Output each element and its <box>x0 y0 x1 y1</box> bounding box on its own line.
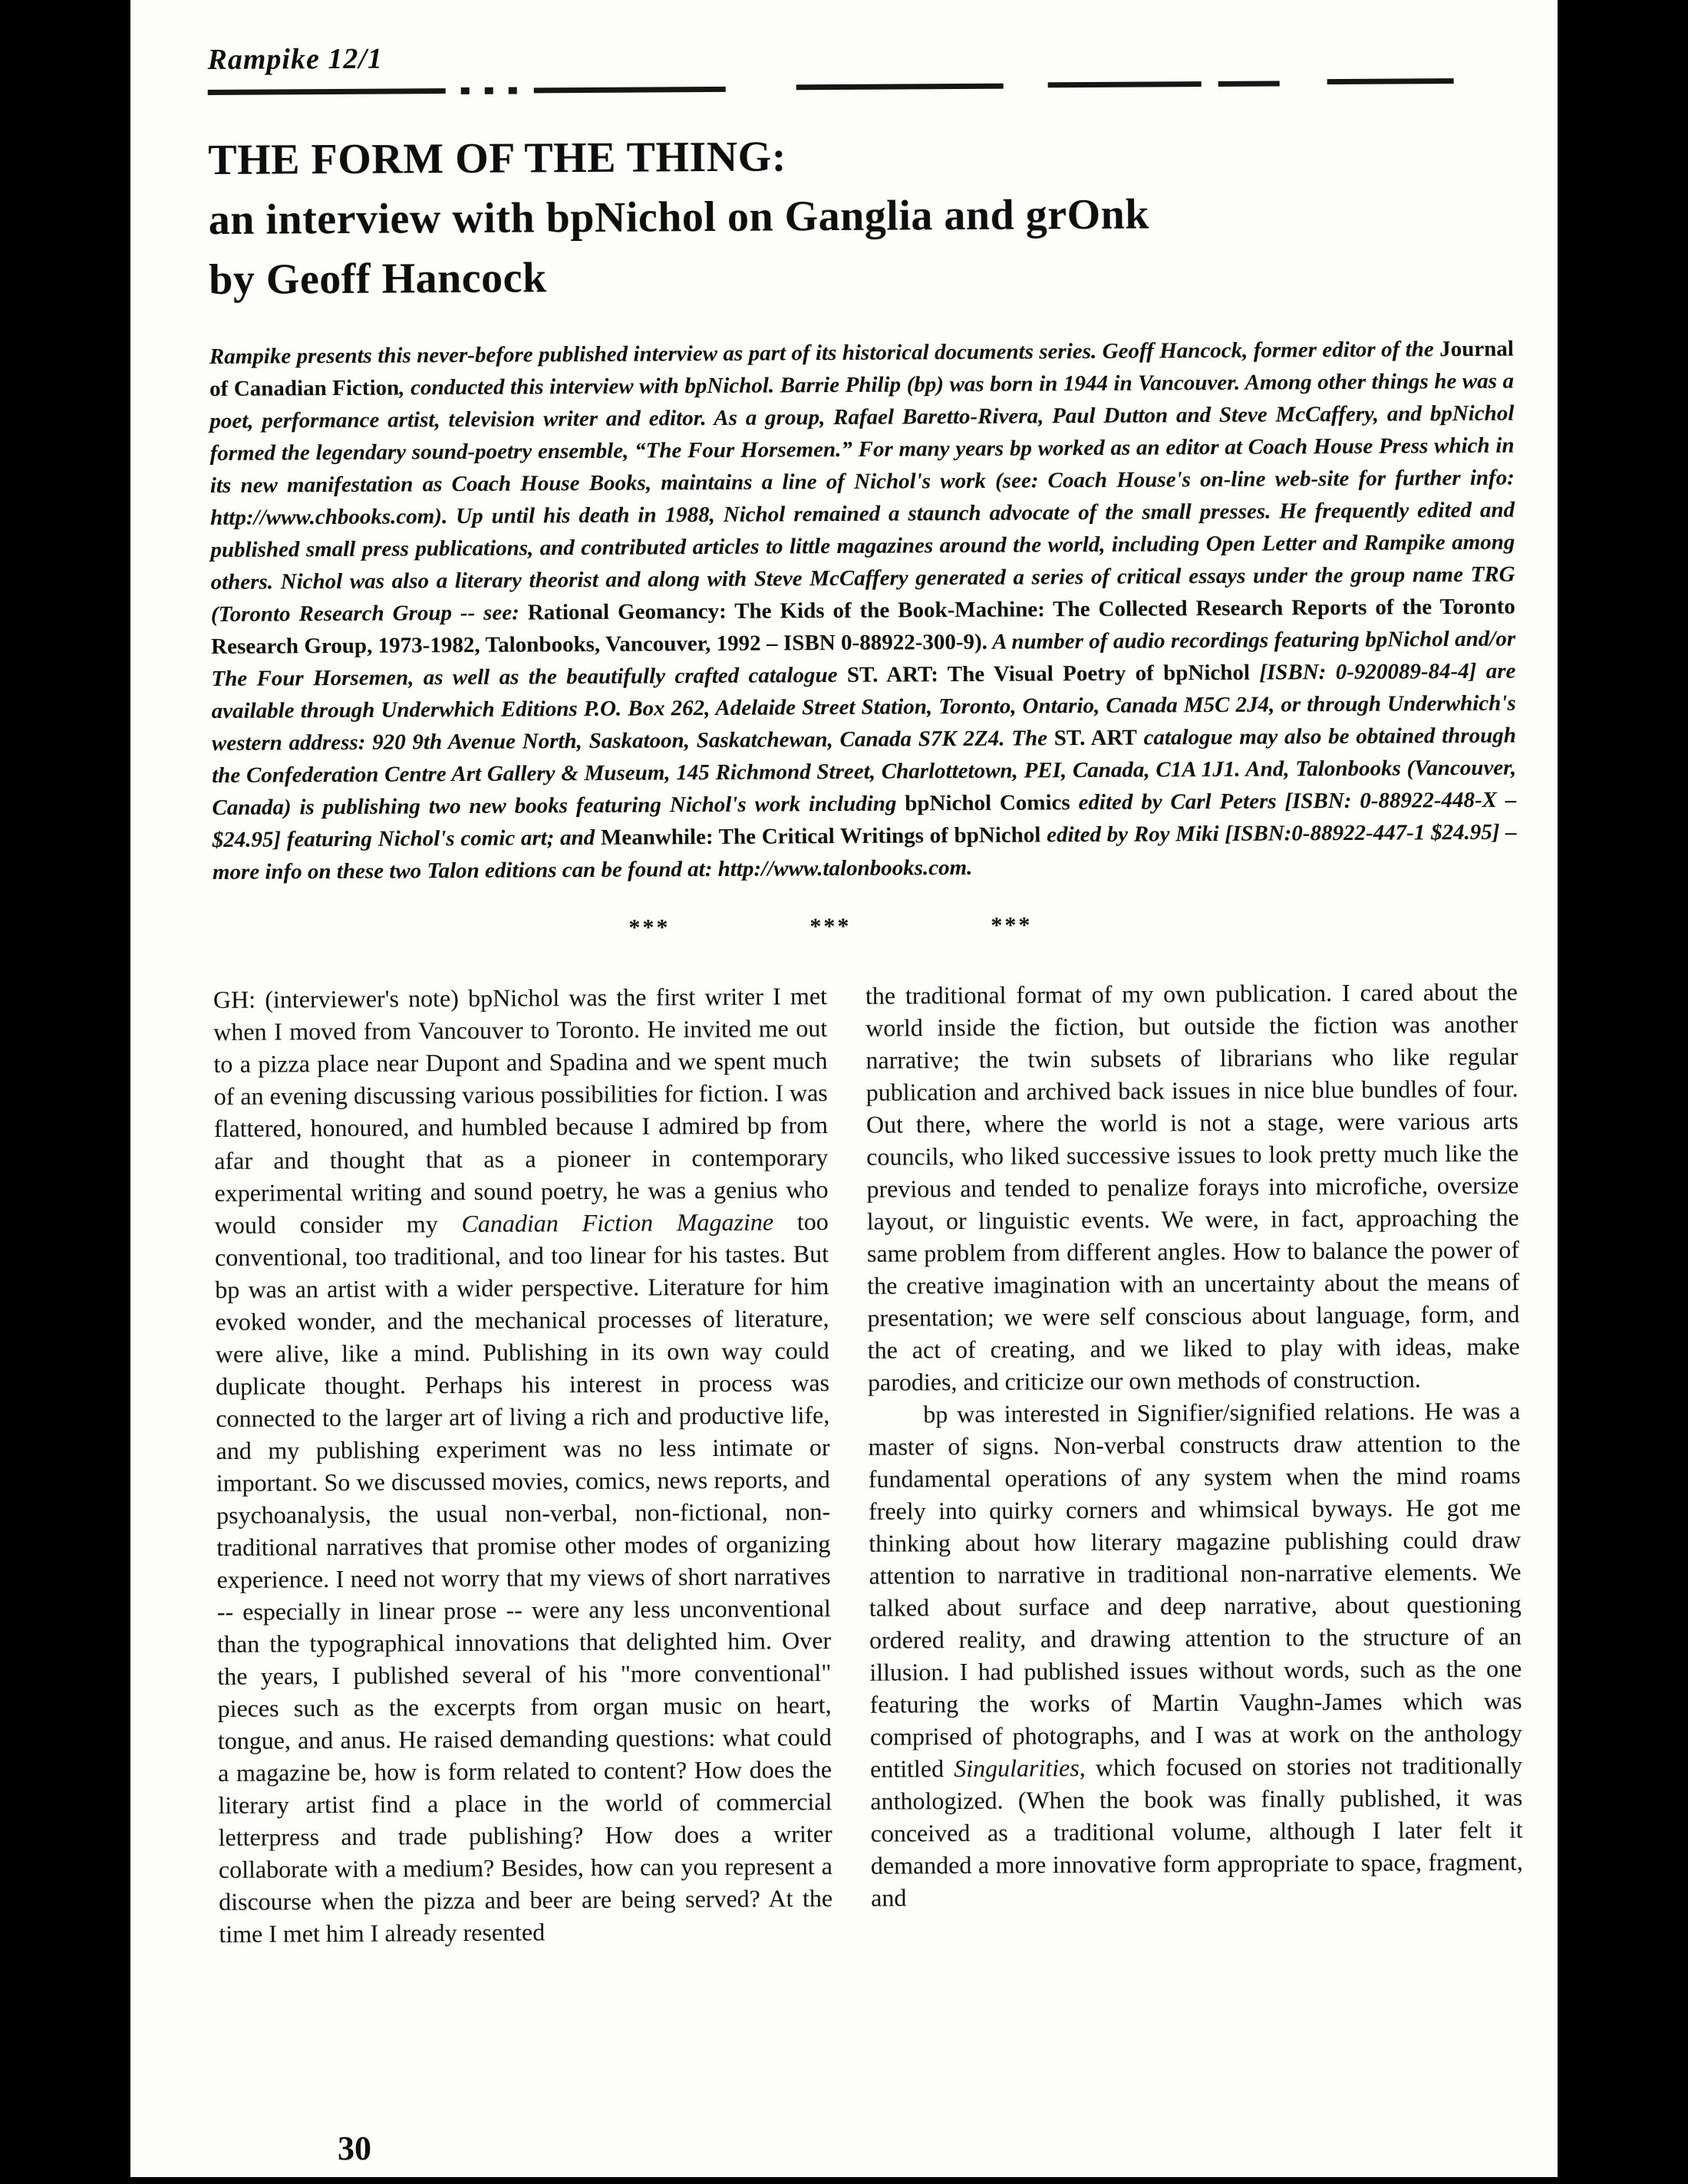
text-run: edited by Roy Miki [ISBN:0-88922-447-1 $24.95] – more info on these two Talon editions can be found at: http://www.talonbooks.com. <box>212 819 1517 884</box>
text-run: too conventional, too traditional, and too linear for his tastes. But bp was an artist with a wider perspective. Literature for him evoked wonder, and the mechanical processes of literature, were alive, like a mind. Publishing in its own way could duplicate thought. Perhaps his interest in process was connected to the larger art of living a rich and productive life, and my publishing experiment was no less intimate or important. So we discussed movies, comics, news reports, and psychoanalysis, the usual non-verbal, non-fictional, non-traditional narratives that promise other modes of organizing experience. I need not worry that my views of short narratives -- especially in linear prose -- were any less unconventional than the typographical innovations that delighted him. Over the years, I published several of his "more conventional" pieces such as the excerpts from organ music on heart, tongue, and anus. He raised demanding questions: what could a magazine be, how is form related to content? How does the literary artist find a place in the world of commercial letterpress and trade publishing? How does a writer collaborate with a medium? Besides, how can you represent a discourse when the pizza and beer are being served? At the time I met him I already resented <box>214 1207 833 1948</box>
text-run: , which focused on stories not traditionally anthologized. (When the book was finally published, it was conceived as a traditional volume, although I later felt it demanded a more innovative form appropriate to space, fragment, and <box>870 1751 1523 1912</box>
text-run: Meanwhile: The Critical Writings of bpNichol <box>600 822 1041 850</box>
asterisk-group: *** <box>628 914 671 940</box>
text-run: Journal of Canadian Fiction <box>209 336 1514 401</box>
text-run: Rampike presents this never-before published interview as part of its historical documents series. Geoff Hancock, former editor of the <box>209 337 1440 369</box>
text-run: Singularities <box>954 1754 1080 1783</box>
body-paragraph <box>213 980 833 1950</box>
article-title <box>208 123 1513 310</box>
text-run: bp was interested in Signifier/signified relations. He was a master of signs. Non-verbal constructs draw attention to the fundamental operations of any system when the mind roams freely into quirky corners and whimsical byways. He got me thinking about how literary magazine publishing could draw attention to narrative in traditional non-narrative elements. We talked about surface and deep narrative, about questioning ordered reality, and drawing attention to the structure of an illusion. I had published issues without words, such as the one featuring the works of Martin Vaughn-James which was comprised of photographs, and I was at work on the anthology entitled <box>868 1396 1522 1783</box>
asterisk-group: *** <box>809 913 852 940</box>
intro-paragraph <box>209 333 1517 888</box>
text-run: GH: (interviewer's note) bpNichol was the first writer I met when I moved from Vancouver to Toronto. He invited me out to a pizza place near Dupont and Spadina and we spent much of an evening discussing various possibilities for fiction. I was flattered, honoured, and humbled because I admired bp from afar and thought that as a pioneer in contemporary experimental writing and sound poetry, he was a genius who would consider my <box>213 982 829 1239</box>
title-line: THE FORM OF THE THING: <box>208 133 787 184</box>
text-run: edited by Carl Peters [ISBN: 0-88922-448-X – $24.95] featuring Nichol's comic art; and <box>212 787 1517 852</box>
text-run: A number of audio recordings featuring bpNichol and/or The Four Horsemen, as well as the beautifully crafted catalogue <box>211 626 1516 691</box>
text-run: ST. ART: The Visual Poetry of bpNichol <box>846 660 1251 687</box>
asterisk-group: *** <box>991 912 1033 938</box>
header-rule <box>208 81 1512 95</box>
right-column <box>865 976 1524 1946</box>
text-run: catalogue may also be obtained through the Confederation Centre Art Gallery & Museum, 145 Richmond Street, Charlottetown, PEI, Canada, C1A 1J1. And, Talonbooks (Vancouver, Canada) is publishing two new books featuring Nichol's work including <box>212 723 1517 820</box>
body-paragraph <box>865 976 1520 1398</box>
title-line: an interview with bpNichol on Ganglia and grOnk <box>208 190 1150 244</box>
body-paragraph <box>868 1395 1523 1914</box>
section-separator <box>178 910 1482 944</box>
text-run: Rational Geomancy: The Kids of the Book-Machine: The Collected Research Reports of the Toronto Research Group, 1973-1982, Talonbooks, Vancouver, 1992 – ISBN 0-88922-300-9). <box>211 594 1515 659</box>
text-run: the traditional format of my own publication. I cared about the world inside the fiction, but outside the fiction was another narrative; the twin subsets of librarians who like regular publication and archived back issues in nice blue bundles of four. Out there, where the world is not a stage, were various arts councils, who liked successive issues to look pretty much like the previous and tended to penalize forays into microfiche, oversize layout, or linguistic events. We were, in fact, approaching the same problem from different angles. How to balance the power of the creative imagination with an uncertainty about the means of presentation; we were self conscious about language, form, and the act of creating, and we liked to play with ideas, make parodies, and criticize our own methods of construction. <box>865 977 1520 1396</box>
body-columns <box>213 976 1524 1950</box>
text-run: [ISBN: 0-920089-84-4] are available through Underwhich Editions P.O. Box 262, Adelaide Street Station, Toronto, Ontario, Canada M5C 2J4, or through Underwhich's western address: 920 9th Avenue North, Saskatoon, Saskatchewan, Canada S7K 2Z4. The <box>211 658 1516 756</box>
journal-header: Rampike 12/1 <box>207 42 383 76</box>
title-line: by Geoff Hancock <box>209 254 547 304</box>
text-run: bpNichol Comics <box>905 790 1070 816</box>
page-number: 30 <box>338 2130 371 2167</box>
page-surface <box>130 0 1558 2177</box>
left-column <box>213 980 833 1950</box>
text-run: ST. ART <box>1053 725 1137 751</box>
text-run: , conducted this interview with bpNichol. Barrie Philip (bp) was born in 1944 in Vancouver. Among other things he was a poet, performance artist, television writer and editor. As a group, Rafael Baretto-Rivera, Paul Dutton and Steve McCaffery, and bpNichol formed the legendary sound-poetry ensemble, “The Four Horsemen.” For many years bp worked as an editor at Coach House Press which in its new manifestation as Coach House Books, maintains a line of Nichol's work (see: Coach House's on-line web-site for further info: http://www.chbooks.com). Up until his death in 1988, Nichol remained a staunch advocate of the small presses. He frequently edited and published small press publications, and contributed articles to little magazines around the world, including Open Letter and Rampike among others. Nichol was also a literary theorist and along with Steve McCaffery generated a series of critical essays under the group name TRG (Toronto Research Group -- see: <box>209 368 1515 627</box>
page-content <box>207 0 1523 1950</box>
text-run: Canadian Fiction Magazine <box>461 1207 774 1238</box>
